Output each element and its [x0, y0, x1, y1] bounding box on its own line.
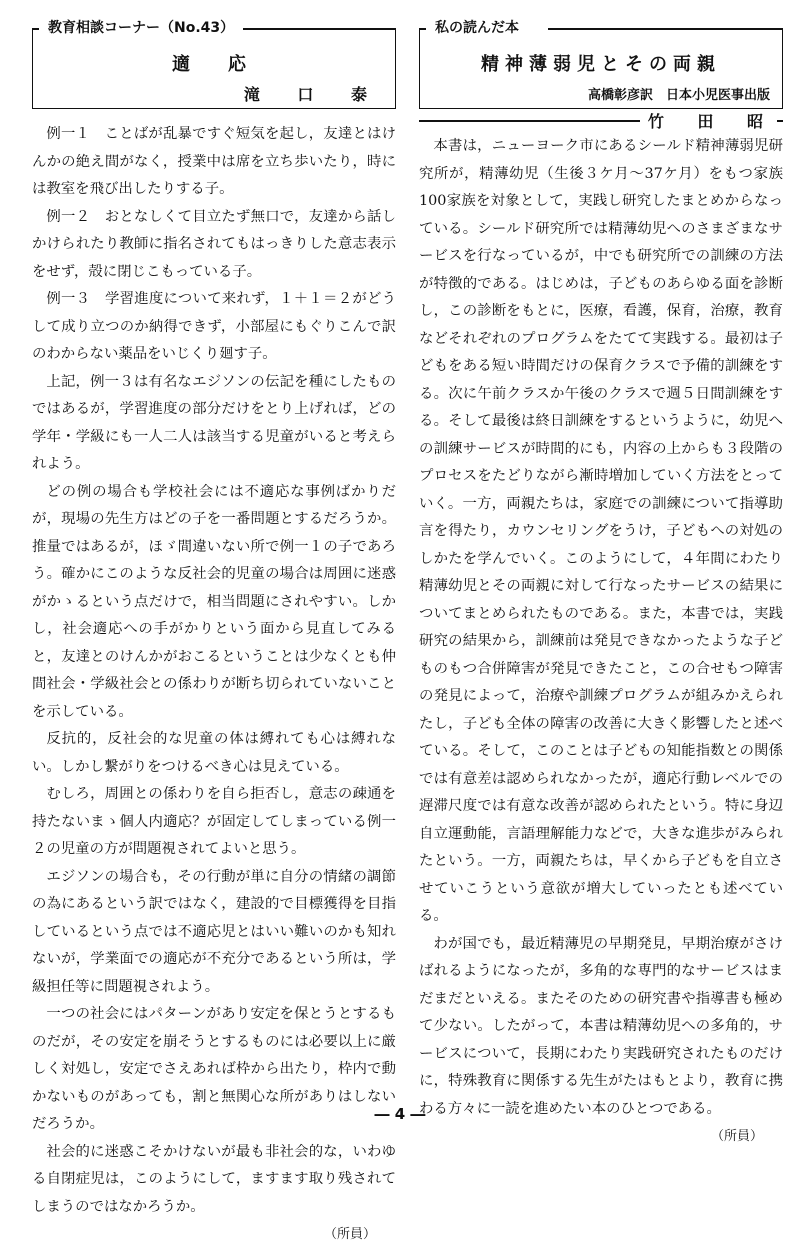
left-paragraph: 上記，例一３は有名なエジソンの伝記を種にしたものではあるが，学習進度の部分だけをとり上げれば，どの学年・学級にも一人二人は該当する児童がいると考えられよう。 [32, 373, 396, 472]
left-series-label: 教育相談コーナー（No.43） [45, 19, 237, 37]
right-column [419, 20, 783, 1151]
left-paragraph: 一つの社会にはパターンがあり安定を保とうとするものだが，その安定を崩そうとするものには必要以上に厳しく対処し，安定でさえあれば枠から出たり，枠内で動かないものがあっても，割と無関心な所がありはしないだろうか。 [32, 1006, 396, 1132]
left-title-box [32, 20, 396, 109]
page-number: ― 4 ― [374, 1105, 426, 1123]
left-paragraph: 例一３ 学習進度について来れず，１＋１＝２がどうして成り立つのか納得できず，小部屋にもぐりこんで訳のわからない薬品をいじくり廻す子。 [32, 291, 396, 362]
left-paragraph: 反抗的，反社会的な児童の体は縛れても心は縛れない。しかし繋がりをつけるべき心は見えている。 [32, 731, 396, 775]
left-article-title: 適 応 [172, 54, 256, 75]
right-series-label: 私の読んだ本 [432, 19, 522, 37]
left-paragraph: どの例の場合も学校社会には不適応な事例ばかりだが，現場の先生方はどの子を一番問題とするだろうか。推量ではあるが，ほゞ間違いない所で例一１の子であろう。確かにこのような反社会的児童の場合は周囲に迷惑がかゝるという点だけで，相当問題にされやすい。しかし，社会適応への手がかりという面から見直してみると，友達とのけんかがおこるということは少なくとも仲間社会・学級社会との係わりが断ち切られていないことを示している。 [32, 483, 396, 720]
right-author: 竹 田 昭 [640, 109, 777, 132]
right-book-title: 精神薄弱児とその両親 [481, 54, 721, 75]
left-paragraph: 例一２ おとなしくて目立たず無口で，友達から話しかけられたり教師に指名されてもはっきりした意志表示をせず，殻に閉じこもっている子。 [32, 208, 396, 280]
right-paragraph: 本書は，ニューヨーク市にあるシールド精神薄弱児研究所が，精薄幼児（生後３ケ月〜37ケ月）をもつ家族100家族を対象として，実践し研究したまとめからなっている。シールド研究所では精薄幼児へのさまざまなサービスを行なっているが，中でも研究所での訓練の方法が特徴的である。はじめは，子どものあらゆる面を診断し，この診断をもとに，医療，看護，保育，治療，教育などそれぞれのプログラムをたてて実践する。最初は子どもをある短い時間だけの保育クラスで予備的訓練をする。次に午前クラスか午後のクラスで週５日間訓練をする。そして最後は終日訓練をするというように，幼児への訓練サービスが時間的にも，内容の上からも３段階のプロセスをたどりながら漸時増加していく方法をとっていく。一方，両親たちは，家庭での訓練について指導助言を得たり，カウンセリングをうけ，子どもへの対処のしかたを学んでいく。このようにして，４年間にわたり精薄幼児とその両親に対して行なったサービスの結果についてまとめられたものである。また，本書では，実践研究の結果から，訓練前は発見できなかったような子どものもつ合併障害が発見できたこと，この合せもつ障害の発見によって，治療や訓練プログラムが組みかえられたし，子ども全体の障害の改善に大きく影響したと述べている。そして，このことは子どもの知能指数との関係では有意差は認められなかったが，適応行動レベルでの遅滞尺度では有意な改善が認められたという。特に身辺自立運動能，言語理解能力などで，大きな進歩がみられたという。一方，両親たちは，早くから子どもを自立させていこうという意欲が増大していったとも述べている。 [419, 138, 783, 924]
left-author: 滝 口 泰 [243, 85, 383, 104]
left-paragraph: 例一１ ことばが乱暴ですぐ短気を起し，友達とはけんかの絶え間がなく，授業中は席を立ち歩いたり，時には教室を飛び出したりする子。 [32, 126, 396, 197]
right-body [419, 133, 783, 1151]
right-title-box [419, 20, 783, 109]
left-body [32, 121, 396, 1249]
left-column [32, 20, 396, 1249]
right-author-line [419, 109, 783, 133]
left-paragraph: むしろ，周囲との係わりを自ら拒否し，意志の疎通を持たないまゝ個人内適応？が固定してしまっている例一２の児童の方が問題視されてよいと思う。 [32, 786, 396, 857]
left-paragraph: 社会的に迷惑こそかけないが最も非社会的な，いわゆる自閉症児は，このようにして，ますます取り残されてしまうのではなかろうか。 [32, 1143, 396, 1215]
right-book-publisher: 高橋彰彦訳 日本小児医事出版 [587, 88, 770, 103]
right-staff-note: （所員） [710, 1129, 763, 1144]
right-paragraph: わが国でも，最近精薄児の早期発見，早期治療がさけばれるようになったが，多角的な専門的なサービスはまだまだといえる。またそのための研究書や指導書も極めて少ない。したがって，本書は精薄幼児への多角的，サービスについて，長期にわたり実践研究されたものだけに，特殊教育に関係する先生がたはもとより，教育に携わる方々に一読を進めたい本のひとつである。 [419, 935, 783, 1117]
left-paragraph: エジソンの場合も，その行動が単に自分の情緒の調節の為にあるという訳ではなく，建設的で目標獲得を目指しているという点では不適応児とはいい難いのかも知れないが，学業面での適応が不充分であるという所は，学級担任等に問題視されよう。 [32, 868, 396, 995]
left-staff-note: （所員） [323, 1227, 376, 1242]
